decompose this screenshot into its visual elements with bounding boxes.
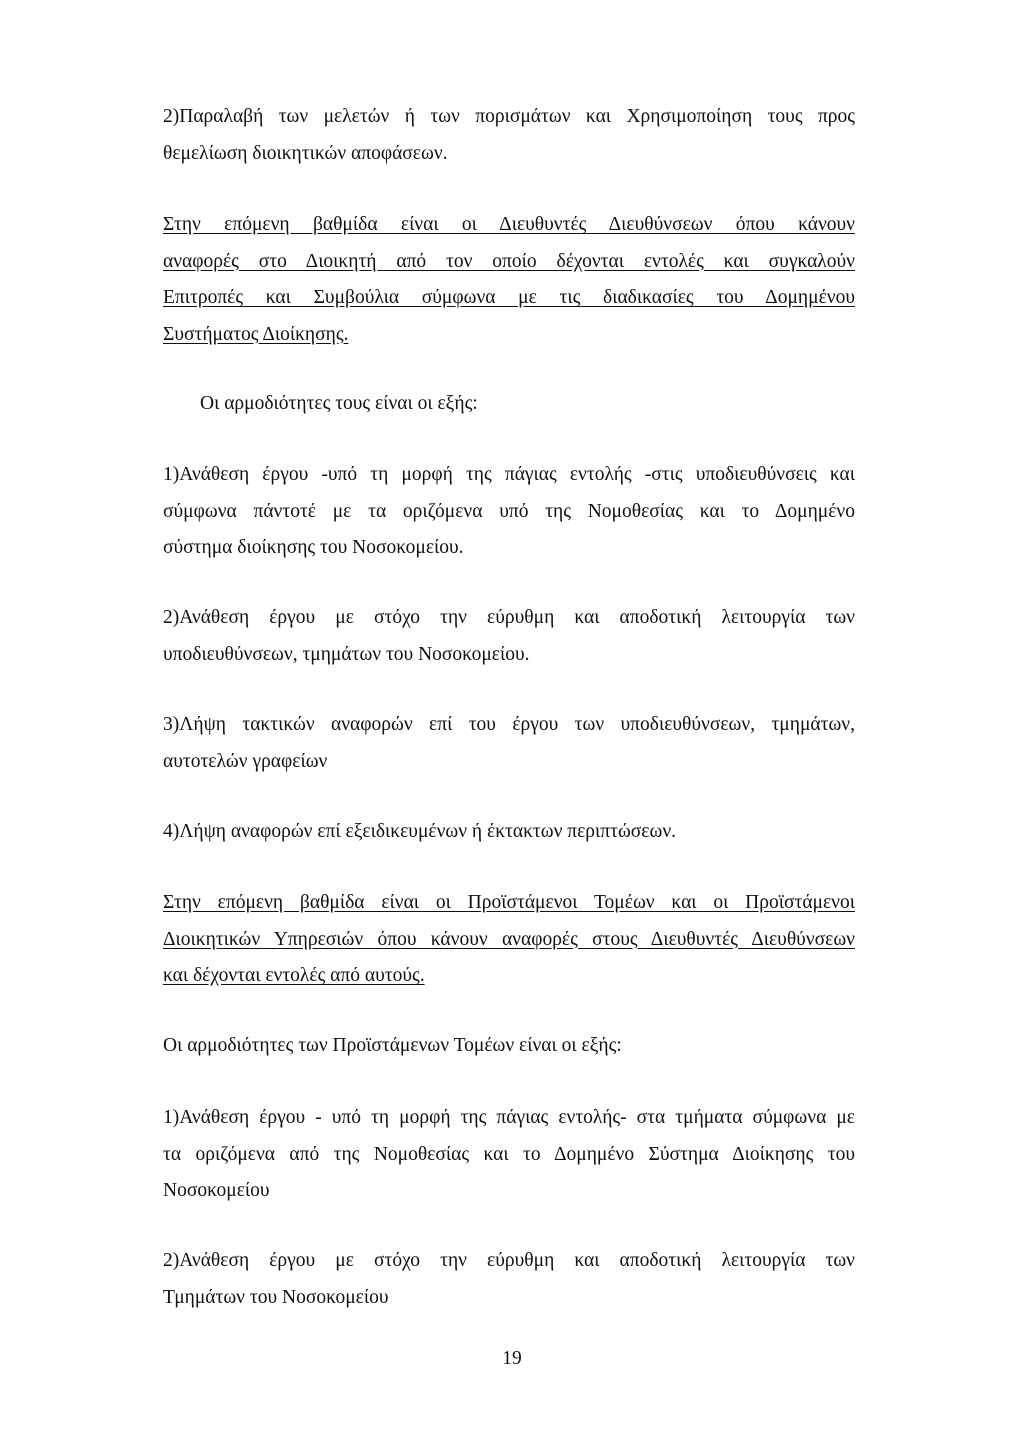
text-line: Οι αρμοδιότητες τους είναι οι εξής: [200, 393, 478, 414]
text-line: Οι αρμοδιότητες των Προϊστάμενων Τομέων είναι οι εξής: [163, 1035, 622, 1056]
paragraph-item-3 [163, 707, 855, 780]
text-line: σύμφωνα πάντοτέ με τα οριζόμενα υπό της Νομοθεσίας και το Δομημένο [163, 500, 855, 522]
paragraph-receipt-of-studies [163, 99, 855, 172]
text-line: 1)Ανάθεση έργου -υπό τη μορφή της πάγιας εντολής -στις υποδιευθύνσεις και [163, 464, 855, 485]
text-line: τα οριζόμενα από της Νομοθεσίας και το Δομημένο Σύστημα Διοίκησης του [163, 1143, 855, 1165]
underlined-text-line: και δέχονται εντολές από αυτούς. [163, 965, 425, 986]
paragraph-item-1 [163, 457, 855, 567]
paragraph-responsibilities-heading [200, 386, 855, 423]
underlined-text-line: αναφορές στο Διοικητή από τον οποίο δέχονται εντολές και συγκαλούν [163, 250, 855, 272]
text-line: 2)Ανάθεση έργου με στόχο την εύρυθμη και αποδοτική λειτουργία των [163, 607, 855, 628]
text-line: 1)Ανάθεση έργου - υπό τη μορφή της πάγιας εντολής- στα τμήματα σύμφωνα με [163, 1107, 855, 1128]
page-number: 19 [502, 1348, 522, 1369]
underlined-text-line: Στην επόμενη βαθμίδα είναι οι Προϊστάμενοι Τομέων και οι Προϊστάμενοι [163, 892, 855, 913]
paragraph-item-4 [163, 814, 855, 851]
underlined-text-line: Συστήματος Διοίκησης. [163, 323, 349, 345]
text-line: 2)Παραλαβή των μελετών ή των πορισμάτων και Χρησιμοποίηση τους προς [163, 106, 855, 127]
paragraph-section-heads-responsibilities [163, 1028, 855, 1065]
underlined-text-line: Επιτροπές και Συμβούλια σύμφωνα με τις διαδικασίες του Δομημένου [163, 287, 855, 308]
text-line: θεμελίωση διοικητικών αποφάσεων. [163, 142, 448, 164]
text-line: 4)Λήψη αναφορών επί εξειδικευμένων ή έκτακτων περιπτώσεων. [163, 821, 677, 842]
paragraph-section-heads-level [163, 885, 855, 995]
text-line: Τμημάτων του Νοσοκομείου [163, 1286, 389, 1308]
underlined-text-line: Στην επόμενη βαθμίδα είναι οι Διευθυντές Διευθύνσεων όπου κάνουν [163, 214, 855, 235]
text-line: Νοσοκομείου [163, 1180, 270, 1201]
paragraph-section-item-1 [163, 1100, 855, 1210]
text-line: 2)Ανάθεση έργου με στόχο την εύρυθμη και αποδοτική λειτουργία των [163, 1250, 855, 1271]
text-line: 3)Λήψη τακτικών αναφορών επί του έργου των υποδιευθύνσεων, τμημάτων, [163, 714, 855, 735]
text-line: υποδιευθύνσεων, τμημάτων του Νοσοκομείου. [163, 643, 530, 665]
text-line: αυτοτελών γραφείων [163, 750, 328, 772]
text-line: σύστημα διοίκησης του Νοσοκομείου. [163, 537, 464, 558]
paragraph-directors-level [163, 207, 855, 353]
paragraph-section-item-2 [163, 1243, 855, 1316]
underlined-text-line: Διοικητικών Υπηρεσιών όπου κάνουν αναφορές στους Διευθυντές Διευθύνσεων [163, 928, 855, 950]
paragraph-item-2 [163, 600, 855, 673]
